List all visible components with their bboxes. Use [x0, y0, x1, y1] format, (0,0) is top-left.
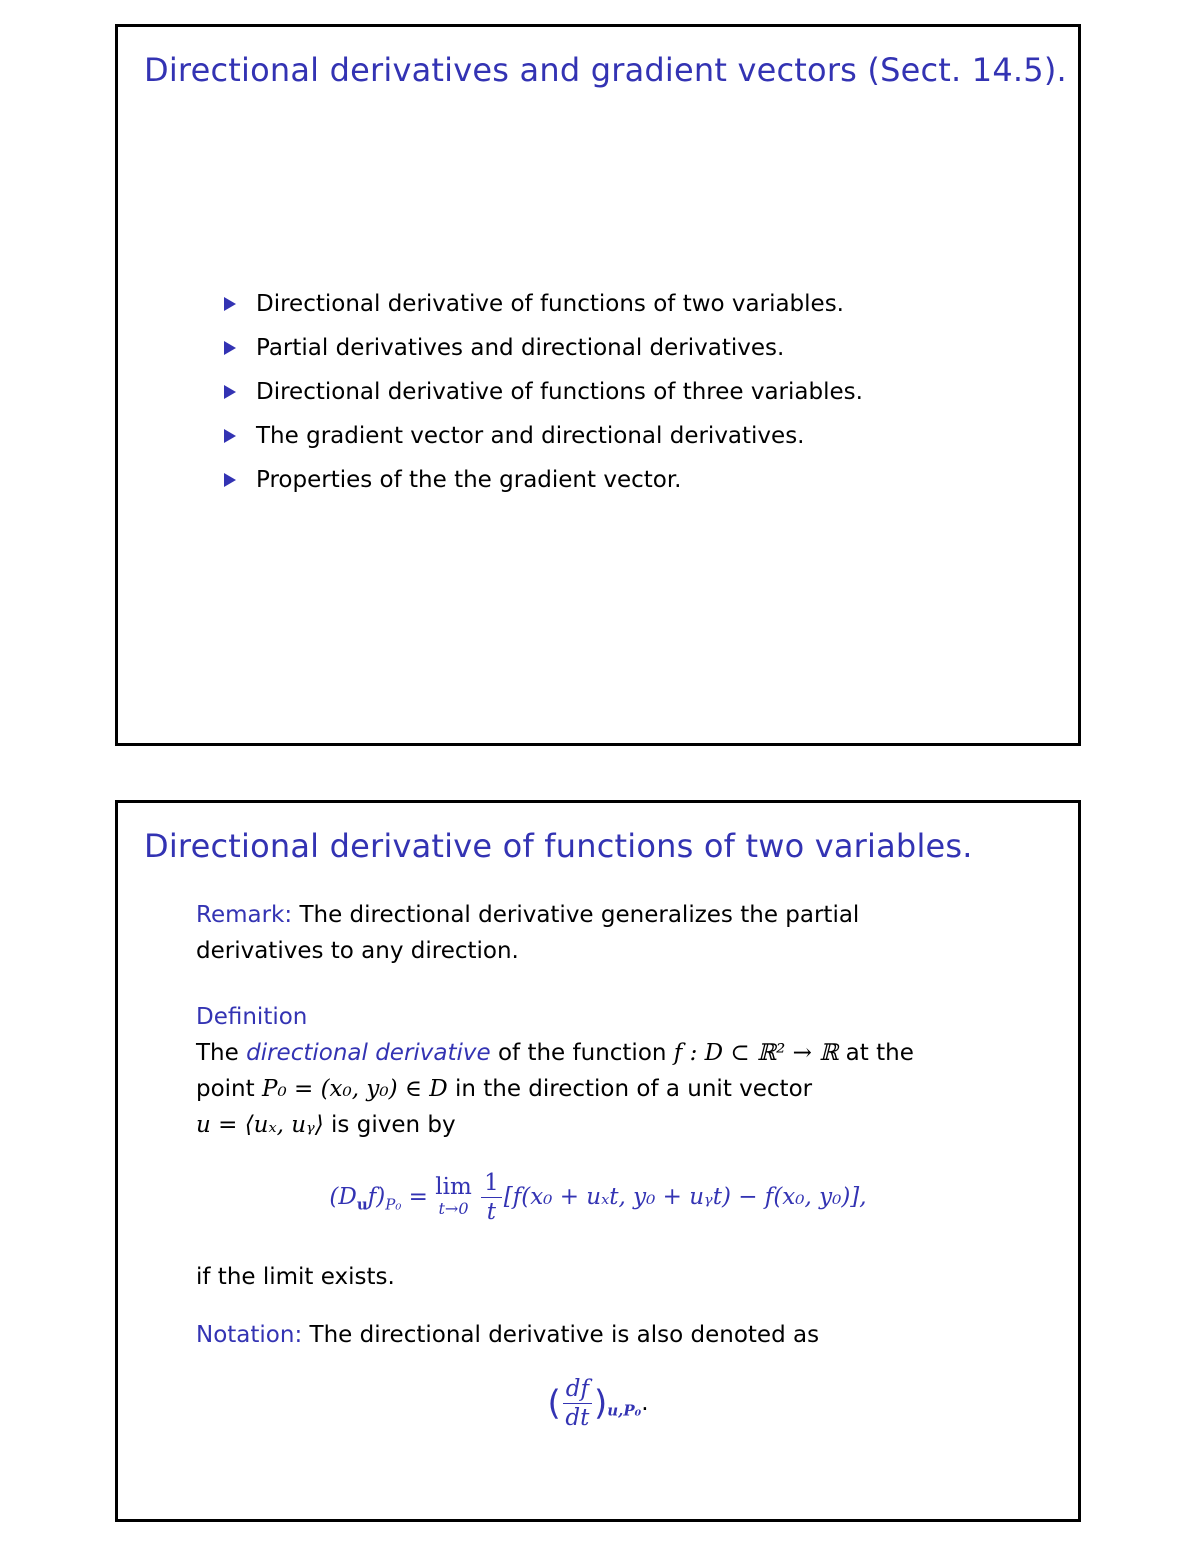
notation-block — [196, 1317, 819, 1353]
after-formula-text: if the limit exists. — [196, 1264, 395, 1290]
remark-block — [196, 897, 859, 969]
list-item: Partial derivatives and directional derivatives. — [224, 326, 863, 370]
list-item: Directional derivative of functions of three variables. — [224, 370, 863, 414]
remark-text-2: derivatives to any direction. — [196, 938, 519, 964]
slide-2 — [115, 800, 1081, 1522]
slide-1 — [115, 24, 1081, 746]
definition-label: Definition — [196, 1004, 308, 1030]
definition-block: Definition The directional derivative of the function f : D ⊂ ℝ² → ℝ at the point P₀ = (x₀, y₀) ∈ D in the direction of a unit vector u = ⟨uₓ, uᵧ⟩ is given by — [196, 999, 914, 1143]
bullet-triangle-icon — [224, 473, 236, 487]
function-domain-math: f : D ⊂ ℝ² → ℝ — [673, 1040, 839, 1066]
list-item: Directional derivative of functions of two variables. — [224, 282, 863, 326]
notation-formula: ( $\frac{df}{dt}$ )$_{u,P_0}$. — [547, 1376, 649, 1431]
defined-term: directional derivative — [246, 1040, 491, 1066]
notation-label: Notation: — [196, 1322, 303, 1348]
bullet-triangle-icon — [224, 429, 236, 443]
topic-list — [224, 282, 863, 502]
slide-2-title: Directional derivative of functions of two variables. — [144, 827, 973, 865]
bullet-triangle-icon — [224, 341, 236, 355]
notation-text: The directional derivative is also denoted as — [309, 1322, 820, 1348]
bullet-triangle-icon — [224, 385, 236, 399]
unit-vector-math: u = ⟨uₓ, uᵧ⟩ — [196, 1112, 324, 1138]
bullet-triangle-icon — [224, 297, 236, 311]
directional-derivative-formula: $(D_uf)_{P_0} = \lim$ t→0 $\frac{1}{t}$ [f(x₀ + uₓt, y₀ + uᵧt) − f(x₀, y₀)], — [329, 1170, 867, 1225]
slide-1-title: Directional derivatives and gradient vectors (Sect. 14.5). — [144, 51, 1067, 89]
list-item: The gradient vector and directional derivatives. — [224, 414, 863, 458]
point-math: P₀ = (x₀, y₀) ∈ D — [261, 1076, 448, 1102]
remark-text-1: The directional derivative generalizes the partial — [299, 902, 860, 928]
list-item: Properties of the the gradient vector. — [224, 458, 863, 502]
remark-label: Remark: — [196, 902, 293, 928]
